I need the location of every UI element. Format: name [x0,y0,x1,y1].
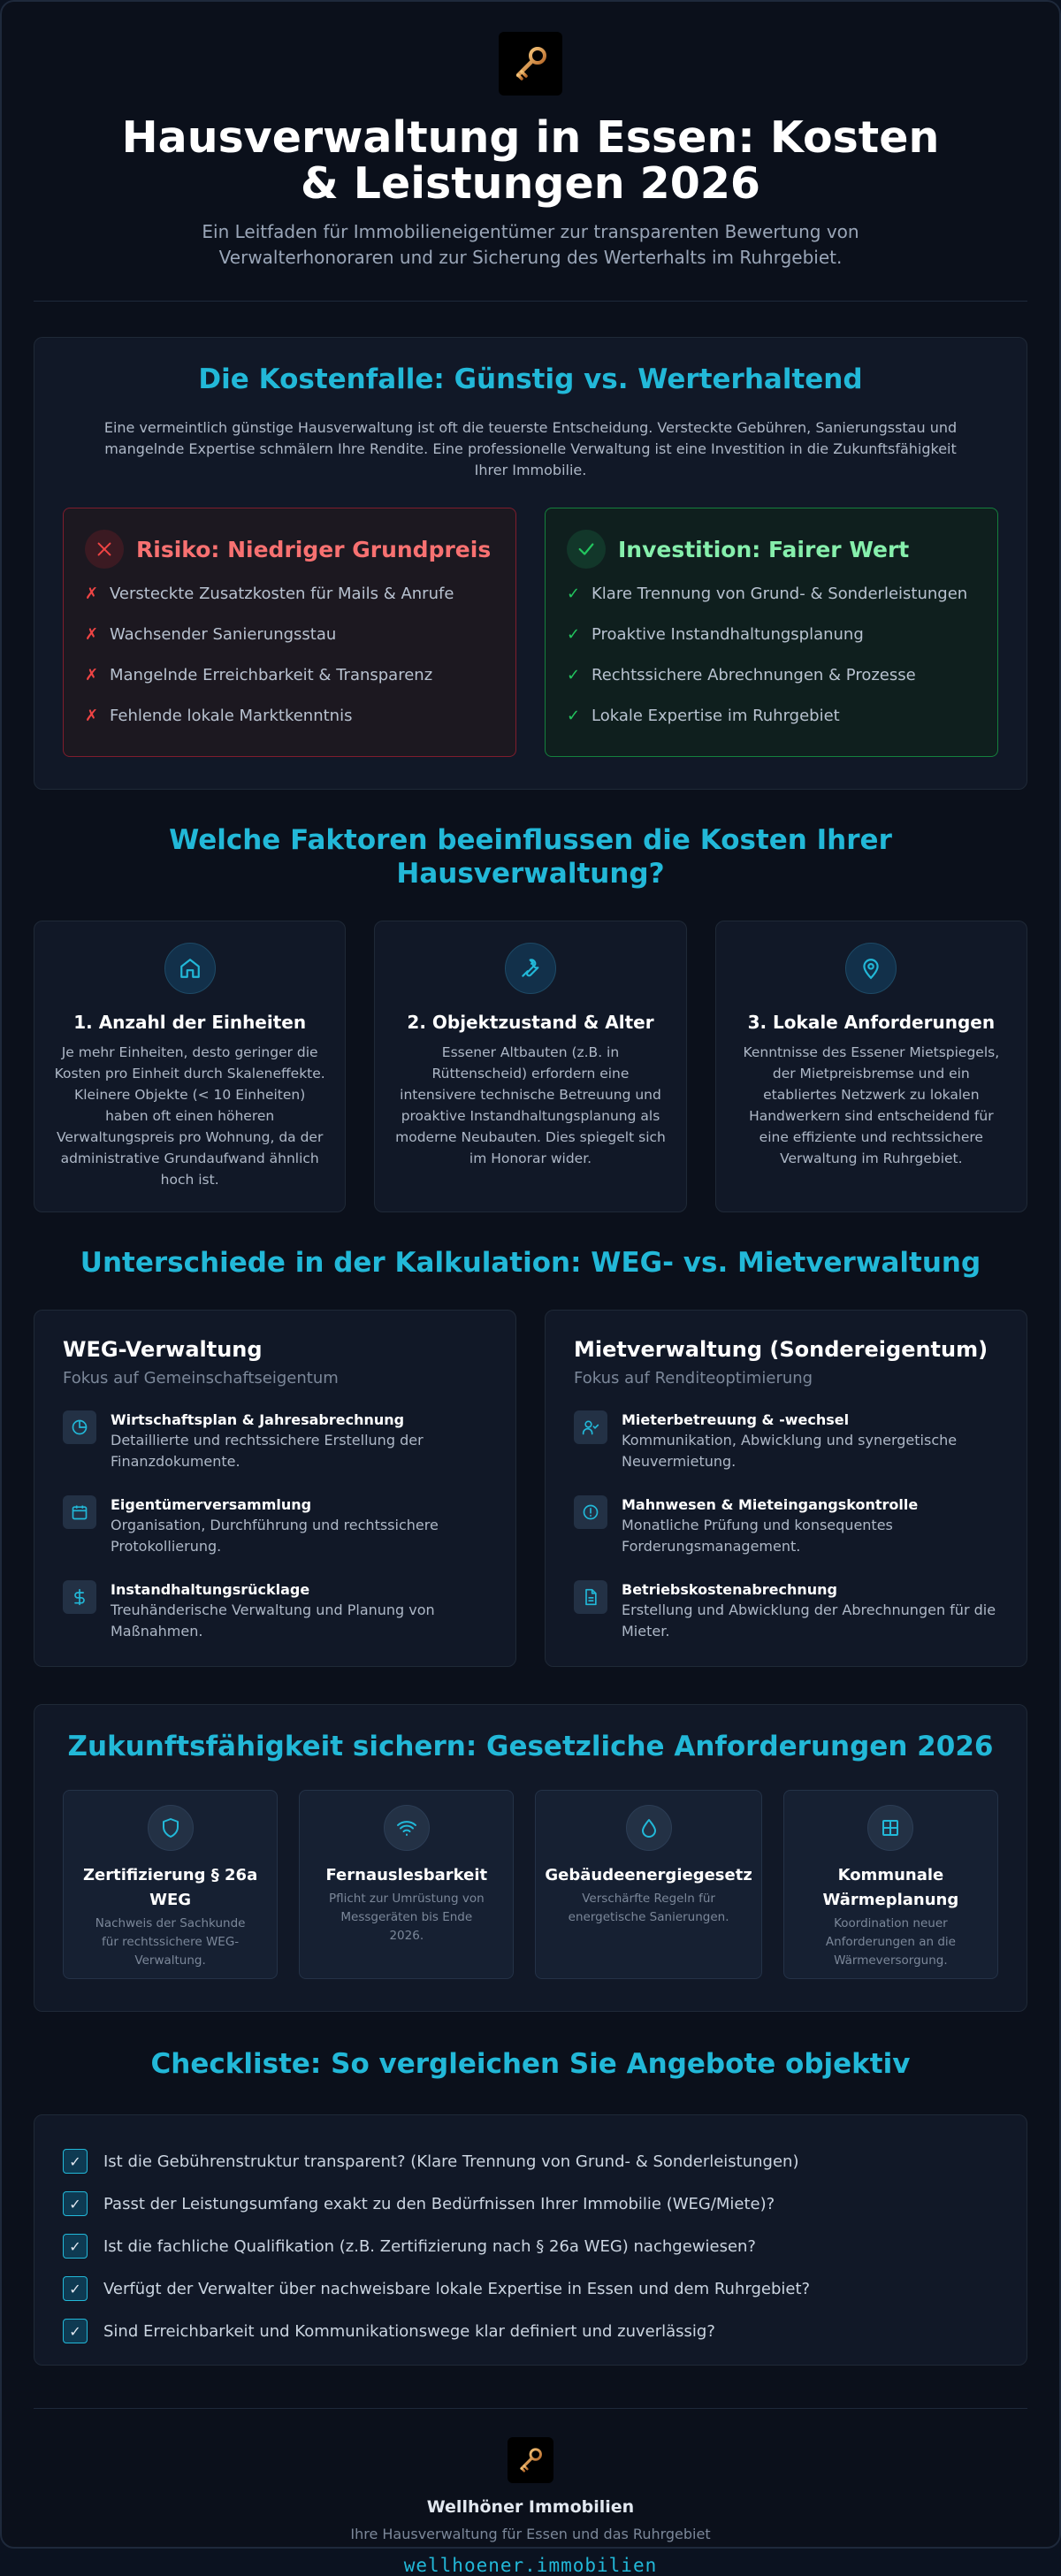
checkbox-checked-icon: ✓ [63,2191,88,2216]
house-icon [164,943,216,994]
wrench-icon [505,943,556,994]
weg-title: WEG-Verwaltung [63,1337,263,1362]
droplet-icon [626,1805,672,1851]
cost-trap-title: Die Kostenfalle: Günstig vs. Werterhaltend [198,363,863,395]
risk-item: ✗ Versteckte Zusatzkosten für Mails & Anrufe [85,585,454,603]
check-circle-icon [567,530,606,569]
future-card: Fernauslesbarkeit Pflicht zur Umrüstung von Messgeräten bis Ende 2026. [299,1790,514,1979]
future-card: Zertifizierung § 26a WEG Nachweis der Sachkunde für rechtssichere WEG-Verwaltung. [63,1790,278,1979]
risk-item: ✗ Mangelnde Erreichbarkeit & Transparenz [85,666,433,684]
checkbox-checked-icon: ✓ [63,2276,88,2301]
x-mark-icon: ✗ [85,625,99,644]
key-logo-icon [499,32,562,96]
checklist [34,2114,1027,2366]
invest-item: ✓ Lokale Expertise im Ruhrgebiet [567,707,840,725]
miet-item: Mahnwesen & Mieteingangskontrolle Monatliche Prüfung und konsequentes Forderungsmanagement. [574,1495,998,1557]
invest-item: ✓ Rechtssichere Abrechnungen & Prozesse [567,666,916,684]
checklist-item: ✓ Ist die fachliche Qualifikation (z.B. Zertifizierung nach § 26a WEG) nachgewiesen? [63,2225,998,2267]
factor-card [34,921,346,1212]
factor-text: Essener Altbauten (z.B. in Rüttenscheid) erfordern eine intensivere technische Betreuung und proaktive Instandhaltungsplanung als moderne Neubauten. Dies spiegelt sich im Honorar wider. [395,1044,666,1166]
invest-item: ✓ Klare Trennung von Grund- & Sonderleistungen [567,585,968,603]
future-section [34,1704,1027,2012]
checkbox-checked-icon: ✓ [63,2149,88,2174]
pie-chart-icon [63,1410,96,1444]
header-divider [34,301,1027,302]
future-card: Kommunale Wärmeplanung Koordination neuer Anforderungen an die Wärmeversorgung. [783,1790,998,1979]
factors-title: Welche Faktoren beeinflussen die Kosten Ihrer Hausverwaltung? [169,824,892,890]
x-mark-icon: ✗ [85,585,99,603]
user-check-icon [574,1410,607,1444]
risk-title: Risiko: Niedriger Grundpreis [136,536,492,562]
weg-item: Instandhaltungsrücklage Treuhänderische Verwaltung und Planung von Maßnahmen. [63,1580,487,1642]
page-subtitle: Ein Leitfaden für Immobilieneigentümer zur transparenten Bewertung von Verwalterhonoraren und zur Sicherung des Werterhalts im Ruhrgebiet. [202,221,859,268]
wifi-icon [384,1805,430,1851]
checklist-title: Checkliste: So vergleichen Sie Angebote objektiv [150,2048,911,2080]
check-mark-icon: ✓ [567,707,581,725]
risk-column [63,508,516,757]
invest-item: ✓ Proaktive Instandhaltungsplanung [567,625,864,644]
key-logo-icon [508,2437,553,2483]
grid-icon [867,1805,913,1851]
factor-card [715,921,1027,1212]
future-card: Gebäudeenergiegesetz Verschärfte Regeln für energetische Sanierungen. [535,1790,761,1979]
check-mark-icon: ✓ [567,585,581,603]
miet-column [545,1310,1027,1667]
factors-grid [34,921,1027,1212]
invest-title: Investition: Fairer Wert [618,536,910,562]
miet-item: Betriebskostenabrechnung Erstellung und Abwicklung der Abrechnungen für die Mieter. [574,1580,998,1642]
cost-trap-text: Eine vermeintlich günstige Hausverwaltung ist oft die teuerste Entscheidung. Versteckte Gebühren, Sanierungsstau und mangelnde Expertise schmälern Ihre Rendite. Eine professionelle Verwaltung ist eine Investition in die Zukunftsfähigkeit Ihrer Immobilie. [103,419,958,478]
page-title: Hausverwaltung in Essen: Kosten & Leistungen 2026 [121,112,940,209]
x-circle-icon [85,530,124,569]
x-mark-icon: ✗ [85,707,99,725]
company-tagline: Ihre Hausverwaltung für Essen und das Ruhrgebiet [350,2526,711,2542]
x-mark-icon: ✗ [85,666,99,684]
weg-column [34,1310,516,1667]
risk-item: ✗ Wachsender Sanierungsstau [85,625,337,644]
dollar-icon [63,1580,96,1614]
factor-title: 2. Objektzustand & Alter [407,1012,654,1033]
calendar-icon [63,1495,96,1529]
factor-card [374,921,686,1212]
check-mark-icon: ✓ [567,625,581,644]
checkbox-checked-icon: ✓ [63,2319,88,2343]
risk-item: ✗ Fehlende lokale Marktkenntnis [85,707,353,725]
checkbox-checked-icon: ✓ [63,2234,88,2259]
weg-subtitle: Fokus auf Gemeinschaftseigentum [63,1369,339,1387]
factor-text: Je mehr Einheiten, desto geringer die Kosten pro Einheit durch Skaleneffekte. Kleinere Objekte (< 10 Einheiten) haben oft einen höheren Verwaltungspreis pro Wohnung, da der administrative Grundaufwand ähnlich hoch ist. [54,1044,325,1188]
factor-text: Kenntnisse des Essener Mietspiegels, der Mietpreisbremse und ein etabliertes Netzwerk zu lokalen Handwerkern sind entscheidend für eine effiziente und rechtssichere Verwaltung im Ruhrgebiet. [743,1044,1000,1166]
document-icon [574,1580,607,1614]
checklist-item: ✓ Sind Erreichbarkeit und Kommunikationswege klar definiert und zuverlässig? [63,2310,998,2352]
calc-title: Unterschiede in der Kalkulation: WEG- vs. Mietverwaltung [80,1247,981,1279]
miet-item: Mieterbetreuung & -wechsel Kommunikation, Abwicklung und synergetische Neuvermietung. [574,1410,998,1472]
checklist-item: ✓ Verfügt der Verwalter über nachweisbare lokale Expertise in Essen und dem Ruhrgebiet? [63,2267,998,2310]
weg-item: Eigentümerversammlung Organisation, Durchführung und rechtssichere Protokollierung. [63,1495,487,1557]
calc-grid [34,1310,1027,1667]
checklist-item: ✓ Passt der Leistungsumfang exakt zu den Bedürfnissen Ihrer Immobilie (WEG/Miete)? [63,2182,998,2225]
check-mark-icon: ✓ [567,666,581,684]
factor-title: 3. Lokale Anforderungen [747,1012,996,1033]
future-title: Zukunftsfähigkeit sichern: Gesetzliche Anforderungen 2026 [67,1731,994,1762]
invest-column [545,508,998,757]
factor-title: 1. Anzahl der Einheiten [73,1012,307,1033]
footer [34,2409,1027,2576]
alert-circle-icon [574,1495,607,1529]
header [34,2,1027,271]
cost-trap-section [34,337,1027,790]
location-pin-icon [845,943,897,994]
company-name: Wellhöner Immobilien [426,2497,635,2517]
miet-title: Mietverwaltung (Sondereigentum) [574,1337,988,1362]
website-link[interactable]: wellhoener.immobilien [403,2555,658,2576]
weg-item: Wirtschaftsplan & Jahresabrechnung Detaillierte und rechtssichere Erstellung der Finanzdokumente. [63,1410,487,1472]
shield-icon [148,1805,194,1851]
checklist-item: ✓ Ist die Gebührenstruktur transparent? (Klare Trennung von Grund- & Sonderleistungen) [63,2140,998,2182]
miet-subtitle: Fokus auf Renditeoptimierung [574,1369,813,1387]
